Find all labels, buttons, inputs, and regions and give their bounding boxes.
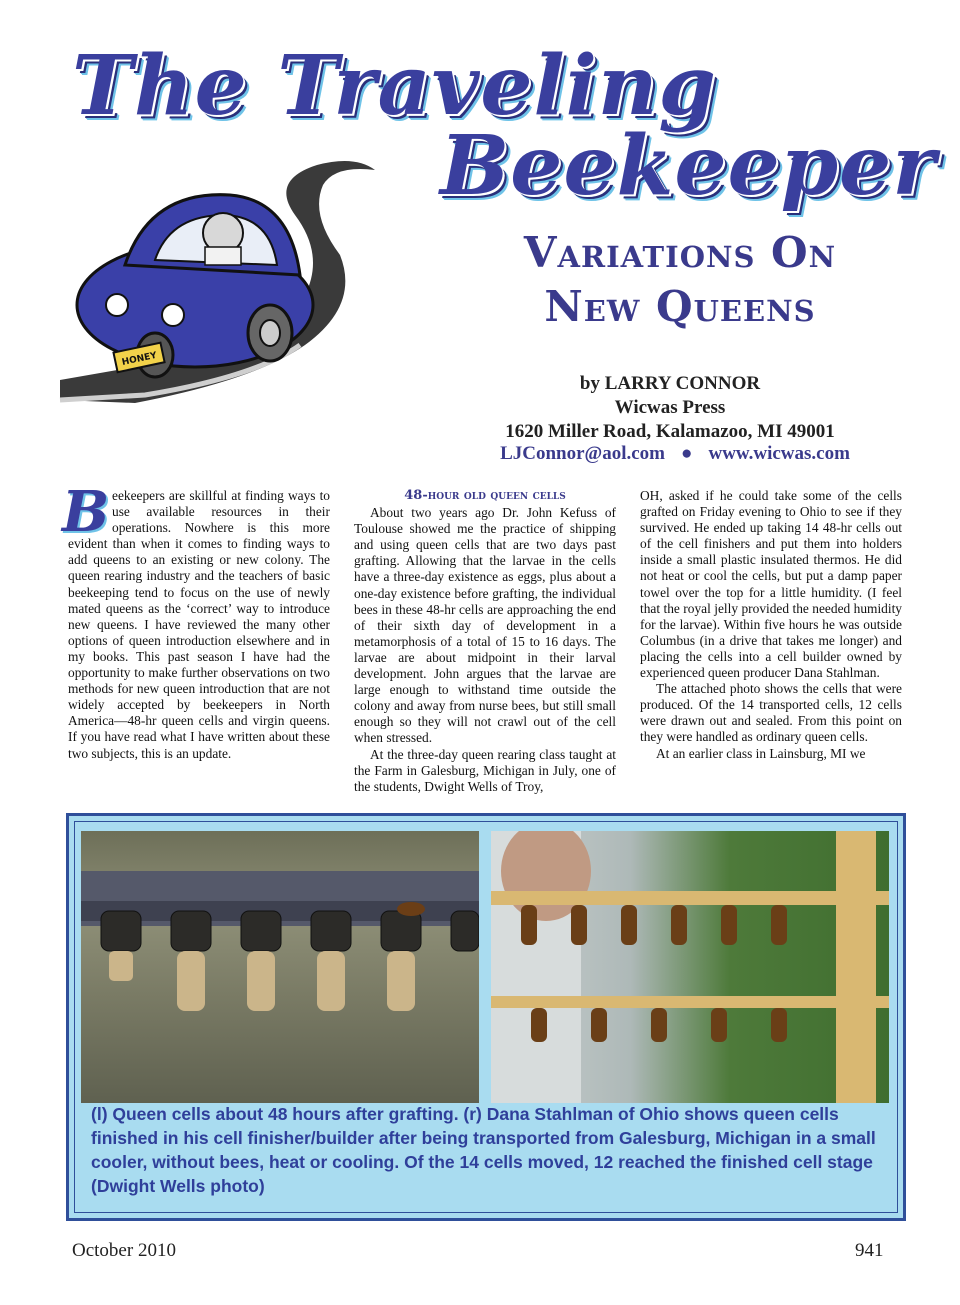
article-column-2	[354, 488, 616, 795]
drop-cap: B	[62, 479, 110, 545]
paragraph: The attached photo shows the cells that were produced. Of the 14 transported cells, 12 cells were drawn out and sealed. From this point on they were handled as ordinary queen cells.	[640, 681, 902, 745]
website-link[interactable]: www.wicwas.com	[708, 443, 850, 464]
headlight-right	[162, 304, 184, 326]
article-column-1	[62, 479, 330, 762]
section-heading: 48-hour old queen cells	[404, 488, 566, 503]
issue-date: October 2010	[72, 1240, 176, 1261]
beekeeper-car-illustration	[55, 155, 405, 405]
page-number: 941	[855, 1240, 884, 1261]
intro-paragraph: eekeepers are skillful at finding ways to use available resources in their operations. Nowhere is this more evident than when it comes to finding ways to add queens to an existing or new colony. The queen rearing industry and the teachers of basic beekeeping tend to focus on the use of newly mated queens as the ‘correct’ way to introduce new queens. I have reviewed the many other options of queen introduction elsewhere and in my books. This past season I have had the opportunity to make further observations on two methods for new queen introduction that are not widely accepted by beekeepers in North America—48-hr queen cells and virgin queens. If you have read what I have written about these two subjects, this is an update.	[68, 488, 330, 761]
beekeeper-body	[205, 247, 241, 265]
cell-builder-frame-photo	[491, 831, 889, 1103]
headlight-left	[106, 294, 128, 316]
publisher-address: 1620 Miller Road, Kalamazoo, MI 49001	[505, 421, 835, 442]
paragraph: OH, asked if he could take some of the cells grafted on Friday evening to Ohio to see if they survived. He ended up taking 14 48-hr cells out of the cell finishers and put them into holders inside a small plastic insulated thermos. He did not heat or cool the cells, but put a damp paper towel over the top for a little humidity. (I feel that the royal jelly provided the needed humidity for the larvae). Within five hours he was outside Columbus (in a drive that takes me longer) and placing the cells into a cell builder owned by experienced queen producer Dana Stahlman.	[640, 488, 902, 681]
author-email[interactable]: LJConnor@aol.com	[500, 443, 665, 464]
queen-cells-photo	[81, 831, 479, 1103]
photo-box	[66, 813, 906, 1221]
bullet-separator: ●	[681, 443, 693, 464]
title-line-1: The Traveling	[72, 38, 717, 134]
paragraph: About two years ago Dr. John Kefuss of Toulouse showed me the practice of shipping and using queen cells that are two days past grafting. Allowing that the larvae in the cells have a three-day existence as eggs, plus about a one-day existence before grafting, the individual bees in these 48-hr cells are approaching the end of their sixth day of development in a metamorphosis of a total of 15 to 16 days. The larvae are about midpoint in their larval development. John argues that the larvae are large enough to withstand time outside the colony and away from nurse bees, but still small enough so they will not crawl out of the cell when stressed.	[354, 505, 616, 746]
paragraph: At the three-day queen rearing class taught at the Farm in Galesburg, Michigan in July, one of the students, Dwight Wells of Troy,	[354, 746, 616, 794]
photo-caption: (l) Queen cells about 48 hours after grafting. (r) Dana Stahlman of Ohio shows queen cells finished in his cell finisher/builder after being transported from Galesburg, Michigan in a small cooler, without bees, heat or cooling. Of the 14 cells moved, 12 reached the finished cell stage (Dwight Wells photo)	[91, 1104, 876, 1196]
contact-line	[470, 443, 880, 465]
subtitle-line-2: New Queens	[544, 282, 816, 331]
article-column-3	[640, 488, 902, 762]
subtitle-line-1: Variations On	[523, 228, 837, 277]
paragraph: At an earlier class in Lainsburg, MI we	[656, 745, 866, 761]
publisher-name: Wicwas Press	[614, 397, 726, 418]
author-byline: by LARRY CONNOR	[579, 373, 761, 394]
license-plate-text: HONEY	[121, 350, 158, 368]
title-line-2: Beekeeper	[440, 118, 937, 214]
